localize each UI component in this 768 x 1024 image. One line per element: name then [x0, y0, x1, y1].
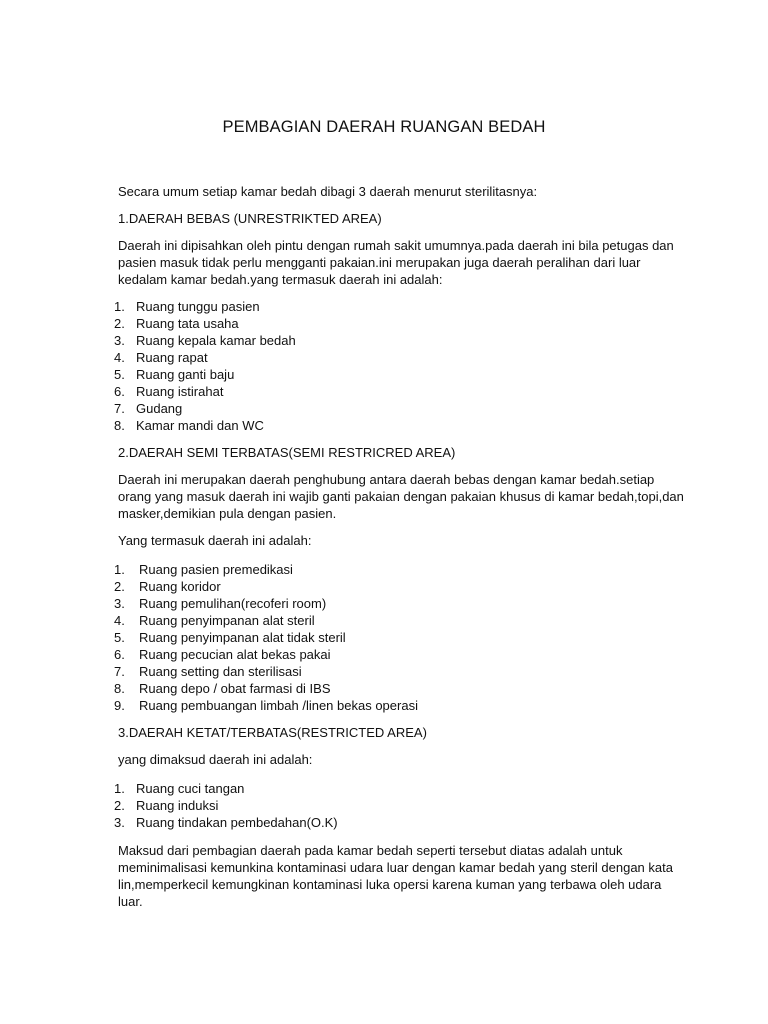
- list-text: Ruang depo / obat farmasi di IBS: [139, 681, 331, 696]
- list-text: Ruang pecucian alat bekas pakai: [139, 647, 331, 662]
- list-number: 1.: [114, 562, 125, 577]
- section2-lead: Yang termasuk daerah ini adalah:: [118, 533, 312, 548]
- list-text: Ruang pasien premedikasi: [139, 562, 293, 577]
- list-item: [114, 612, 688, 629]
- list-item: [114, 814, 688, 831]
- list-text: Ruang tunggu pasien: [136, 299, 260, 314]
- list-text: Ruang pembuangan limbah /linen bekas operasi: [139, 698, 418, 713]
- list-text: Ruang induksi: [136, 798, 219, 813]
- list-item: [114, 366, 688, 383]
- list-number: 6.: [114, 647, 125, 662]
- list-number: 1.: [114, 781, 125, 796]
- list-item: [114, 349, 688, 366]
- list-number: 2.: [114, 316, 125, 331]
- list-item: [114, 663, 688, 680]
- intro-paragraph: Secara umum setiap kamar bedah dibagi 3 daerah menurut sterilitasnya:: [118, 184, 538, 199]
- list-text: Ruang ganti baju: [136, 367, 235, 382]
- list-number: 3.: [114, 596, 125, 611]
- list-item: [114, 417, 688, 434]
- list-number: 8.: [114, 418, 125, 433]
- list-number: 3.: [114, 815, 125, 830]
- section2-description: Daerah ini merupakan daerah penghubung antara daerah bebas dengan kamar bedah.setiap orang yang masuk daerah ini wajib ganti pakaian dengan pakaian khusus di kamar bedah,topi,dan masker,demikian pula dengan pasien.: [118, 472, 684, 521]
- list-number: 4.: [114, 613, 125, 628]
- list-text: Ruang tindakan pembedahan(O.K): [136, 815, 338, 830]
- list-item: [114, 646, 688, 663]
- list-number: 2.: [114, 798, 125, 813]
- list-text: Ruang rapat: [136, 350, 208, 365]
- list-text: Ruang penyimpanan alat steril: [139, 613, 315, 628]
- list-number: 7.: [114, 664, 125, 679]
- list-item: [114, 332, 688, 349]
- list-text: Gudang: [136, 401, 183, 416]
- list-item: [114, 595, 688, 612]
- list-item: [114, 315, 688, 332]
- section1-description: Daerah ini dipisahkan oleh pintu dengan rumah sakit umumnya.pada daerah ini bila petugas dan pasien masuk tidak perlu mengganti pakaian.ini merupakan juga daerah peralihan dari luar kedalam kamar bedah.yang termasuk daerah ini adalah:: [118, 238, 674, 287]
- list-number: 2.: [114, 579, 125, 594]
- list-number: 4.: [114, 350, 125, 365]
- section3-heading: 3.DAERAH KETAT/TERBATAS(RESTRICTED AREA): [118, 725, 427, 740]
- list-item: [114, 298, 688, 315]
- list-item: [114, 578, 688, 595]
- page-title: PEMBAGIAN DAERAH RUANGAN BEDAH: [222, 118, 546, 136]
- section3-lead: yang dimaksud daerah ini adalah:: [118, 752, 313, 767]
- list-number: 5.: [114, 367, 125, 382]
- list-text: Ruang tata usaha: [136, 316, 239, 331]
- list-item: [114, 561, 688, 578]
- list-text: Ruang pemulihan(recoferi room): [139, 596, 327, 611]
- list-text: Ruang istirahat: [136, 384, 224, 399]
- list-text: Ruang kepala kamar bedah: [136, 333, 296, 348]
- list-text: Ruang cuci tangan: [136, 781, 245, 796]
- section1-list: [114, 298, 688, 434]
- list-item: [114, 797, 688, 814]
- list-text: Ruang penyimpanan alat tidak steril: [139, 630, 346, 645]
- list-item: [114, 780, 688, 797]
- list-text: Ruang koridor: [139, 579, 221, 594]
- list-number: 8.: [114, 681, 125, 696]
- list-number: 1.: [114, 299, 125, 314]
- list-item: [114, 680, 688, 697]
- list-item: [114, 383, 688, 400]
- closing-paragraph: Maksud dari pembagian daerah pada kamar bedah seperti tersebut diatas adalah untuk meminimalisasi kemunkina kontaminasi udara luar dengan kamar bedah yang steril dengan kata lin,memperkecil kemungkinan kontaminasi luka opersi karena kuman yang terbawa oleh udara luar.: [118, 843, 673, 909]
- list-item: [114, 697, 688, 714]
- list-number: 3.: [114, 333, 125, 348]
- list-number: 9.: [114, 698, 125, 713]
- section2-heading: 2.DAERAH SEMI TERBATAS(SEMI RESTRICRED AREA): [118, 445, 456, 460]
- list-number: 5.: [114, 630, 125, 645]
- list-text: Kamar mandi dan WC: [136, 418, 264, 433]
- document-body: [114, 183, 688, 910]
- section3-list: [114, 780, 688, 831]
- section2-list: [114, 561, 688, 714]
- list-text: Ruang setting dan sterilisasi: [139, 664, 302, 679]
- list-number: 7.: [114, 401, 125, 416]
- list-number: 6.: [114, 384, 125, 399]
- list-item: [114, 400, 688, 417]
- list-item: [114, 629, 688, 646]
- section1-heading: 1.DAERAH BEBAS (UNRESTRIKTED AREA): [118, 211, 382, 226]
